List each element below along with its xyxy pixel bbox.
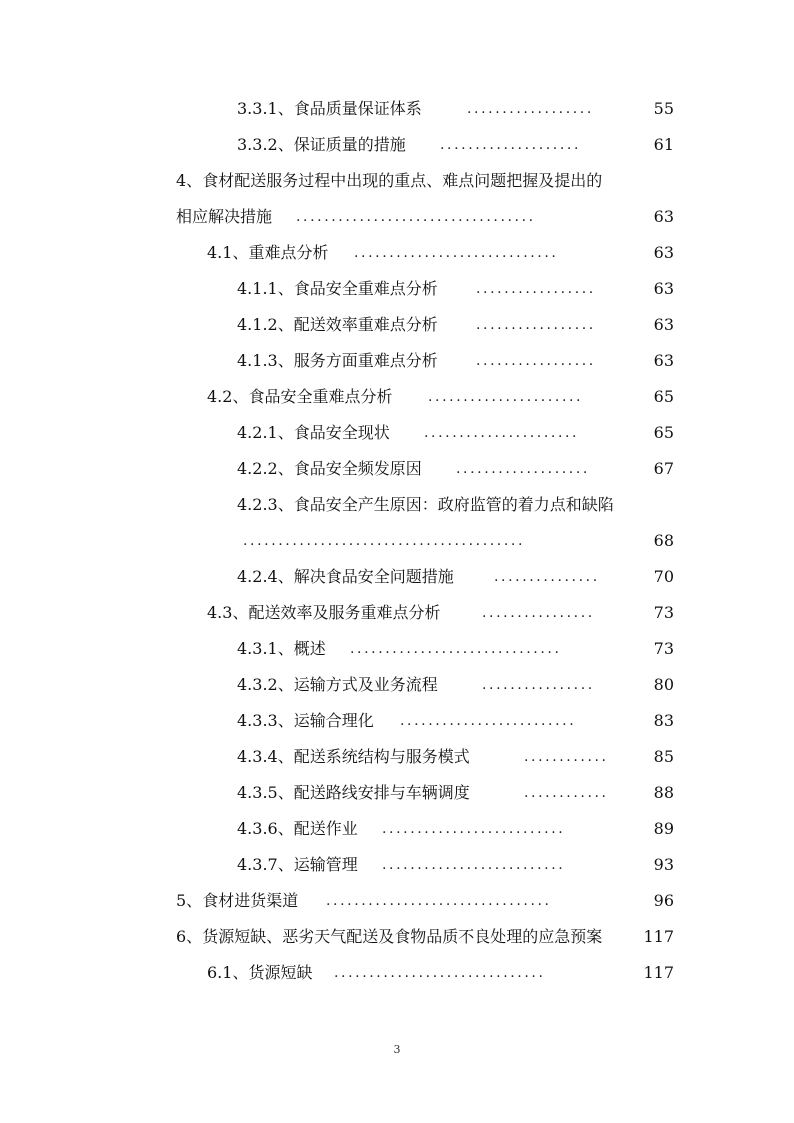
- toc-leader-dots: ...............: [494, 569, 600, 585]
- toc-label: 4.2.3、食品安全产生原因：政府监管的着力点和缺陷: [237, 495, 614, 514]
- toc-entry-4-3-5[interactable]: [0, 778, 794, 808]
- toc-label: 6、货源短缺、恶劣天气配送及食物品质不良处理的应急预案: [176, 927, 603, 946]
- toc-leader-dots: ..............................: [350, 641, 562, 657]
- toc-leader-dots: .........................: [400, 713, 577, 729]
- toc-label: 4.1.3、服务方面重难点分析: [237, 351, 438, 370]
- toc-page-number: 73: [653, 603, 674, 622]
- toc-label: 4、食材配送服务过程中出现的重点、难点问题把握及提出的: [176, 171, 603, 190]
- toc-page-number: 55: [653, 99, 674, 118]
- toc-label: 相应解决措施: [176, 207, 273, 226]
- toc-label: 3.3.1、食品质量保证体系: [237, 99, 422, 118]
- toc-entry-5[interactable]: [0, 886, 794, 916]
- toc-leader-dots: .................: [476, 353, 596, 369]
- toc-page-number: 61: [653, 135, 674, 154]
- toc-page-number: 93: [653, 855, 674, 874]
- toc-leader-dots: ................................: [326, 893, 552, 909]
- toc-label: 4.3、配送效率及服务重难点分析: [207, 603, 441, 622]
- toc-leader-dots: .................: [476, 281, 596, 297]
- toc-leader-dots: ................: [482, 677, 595, 693]
- toc-page-number: 65: [653, 423, 674, 442]
- toc-label: 4.3.7、运输管理: [237, 855, 358, 874]
- toc-leader-dots: ...................: [456, 461, 590, 477]
- toc-page-number: 63: [653, 243, 674, 262]
- toc-page-number: 63: [653, 351, 674, 370]
- toc-entry-3-3-2[interactable]: [0, 130, 794, 160]
- toc-label: 4.1.2、配送效率重难点分析: [237, 315, 438, 334]
- toc-page-number: 85: [653, 747, 674, 766]
- toc-page-number: 88: [653, 783, 674, 802]
- toc-leader-dots: .................: [476, 317, 596, 333]
- toc-label: 4.1.1、食品安全重难点分析: [237, 279, 438, 298]
- toc-entry-4-1[interactable]: [0, 238, 794, 268]
- toc-entry-4[interactable]: [0, 166, 794, 196]
- toc-label: 4.3.2、运输方式及业务流程: [237, 675, 438, 694]
- toc-entry-4-1-1[interactable]: [0, 274, 794, 304]
- toc-entry-4-3-7[interactable]: [0, 850, 794, 880]
- toc-label: 4.3.6、配送作业: [237, 819, 358, 838]
- toc-entry-4-1-3[interactable]: [0, 346, 794, 376]
- toc-leader-dots: ............: [524, 785, 609, 801]
- toc-leader-dots: .............................: [354, 245, 559, 261]
- toc-entry-3-3-1[interactable]: [0, 94, 794, 124]
- toc-entry-4-3-6[interactable]: [0, 814, 794, 844]
- toc-entry-4-2-3-cont[interactable]: [0, 526, 794, 556]
- toc-page-number: 89: [653, 819, 674, 838]
- toc-page-number: 96: [653, 891, 674, 910]
- page-footer-number: 3: [393, 1043, 401, 1056]
- toc-leader-dots: ........................................: [243, 533, 526, 549]
- toc-leader-dots: ..........................: [382, 821, 566, 837]
- toc-label: 4.3.4、配送系统结构与服务模式: [237, 747, 470, 766]
- toc-entry-6[interactable]: [0, 922, 794, 952]
- toc-label: 4.2.4、解决食品安全问题措施: [237, 567, 454, 586]
- toc-entry-4-cont[interactable]: [0, 202, 794, 232]
- toc-entry-4-3-4[interactable]: [0, 742, 794, 772]
- toc-entry-4-3-1[interactable]: [0, 634, 794, 664]
- toc-label: 4.1、重难点分析: [207, 243, 329, 262]
- toc-entry-4-2-1[interactable]: [0, 418, 794, 448]
- toc-page-number: 73: [653, 639, 674, 658]
- toc-page-number: 68: [653, 531, 674, 550]
- toc-leader-dots: ..................................: [296, 209, 536, 225]
- toc-leader-dots: ................: [482, 605, 595, 621]
- toc-page-number: 83: [653, 711, 674, 730]
- toc-label: 3.3.2、保证质量的措施: [237, 135, 406, 154]
- toc-entry-4-2-3[interactable]: [0, 490, 794, 520]
- toc-entry-4-2-4[interactable]: [0, 562, 794, 592]
- toc-page-number: 70: [653, 567, 674, 586]
- toc-entry-4-3[interactable]: [0, 598, 794, 628]
- toc-page-number: 65: [653, 387, 674, 406]
- toc-page-number: 80: [653, 675, 674, 694]
- toc-page-number: 63: [653, 279, 674, 298]
- toc-leader-dots: ......................: [428, 389, 584, 405]
- toc-page-number: 117: [643, 927, 674, 946]
- toc-leader-dots: ......................: [424, 425, 580, 441]
- toc-entry-4-3-2[interactable]: [0, 670, 794, 700]
- toc-label: 5、食材进货渠道: [176, 891, 299, 910]
- toc-entry-4-1-2[interactable]: [0, 310, 794, 340]
- toc-leader-dots: ..................: [467, 101, 594, 117]
- toc-entry-6-1[interactable]: [0, 958, 794, 988]
- toc-label: 4.2.1、食品安全现状: [237, 423, 390, 442]
- toc-leader-dots: ....................: [440, 137, 582, 153]
- toc-page-number: 67: [653, 459, 674, 478]
- toc-label: 4.3.1、概述: [237, 639, 326, 658]
- toc-leader-dots: ..........................: [382, 857, 566, 873]
- toc-page-number: 63: [653, 315, 674, 334]
- toc-entry-4-2[interactable]: [0, 382, 794, 412]
- toc-page-number: 117: [643, 963, 674, 982]
- toc-label: 6.1、货源短缺: [207, 963, 313, 982]
- toc-leader-dots: ..............................: [334, 965, 546, 981]
- toc-label: 4.2、食品安全重难点分析: [207, 387, 393, 406]
- toc-label: 4.3.5、配送路线安排与车辆调度: [237, 783, 470, 802]
- toc-leader-dots: ............: [524, 749, 609, 765]
- toc-entry-4-3-3[interactable]: [0, 706, 794, 736]
- toc-label: 4.3.3、运输合理化: [237, 711, 374, 730]
- toc-page-number: 63: [653, 207, 674, 226]
- toc-label: 4.2.2、食品安全频发原因: [237, 459, 422, 478]
- toc-entry-4-2-2[interactable]: [0, 454, 794, 484]
